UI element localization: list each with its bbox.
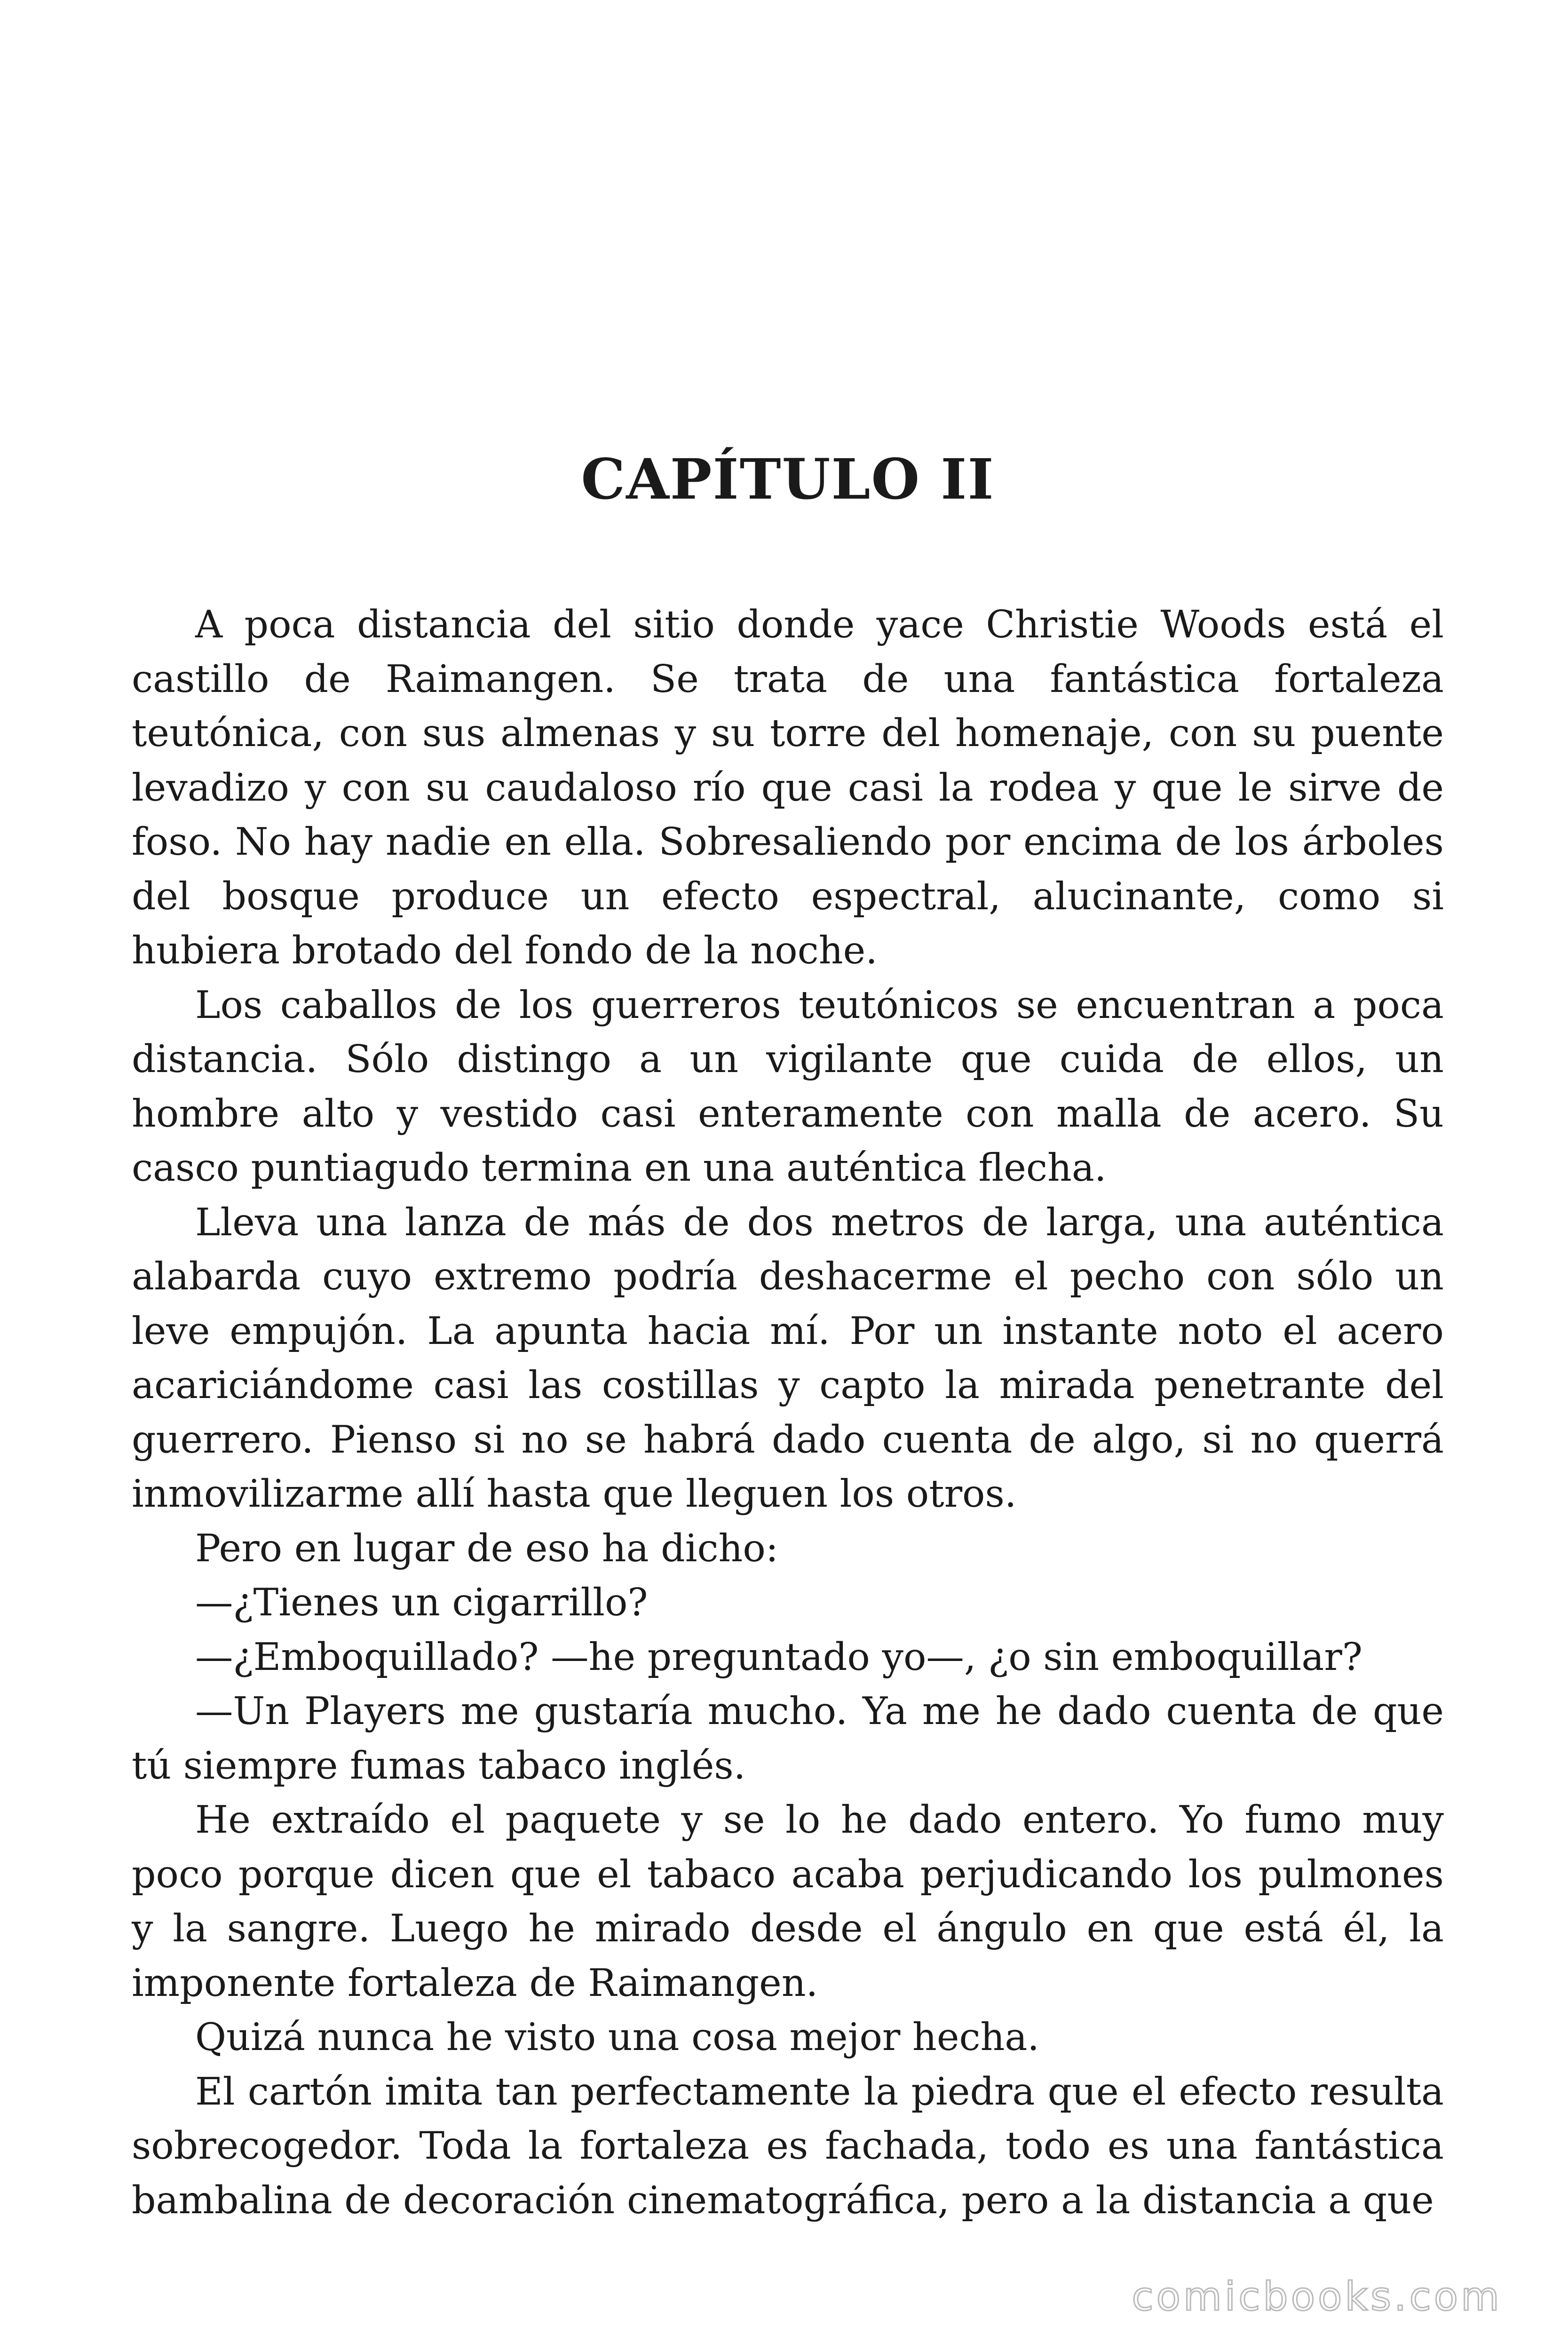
- body-text: [132, 597, 1444, 2227]
- paragraph: Lleva una lanza de más de dos metros de larga, una auténtica alabarda cuyo extremo podría deshacerme el pecho con sólo un leve empujón. La apunta hacia mí. Por un instante noto el acero acariciándome casi las costillas y capto la mirada penetrante del guerrero. Pienso si no se habrá dado cuenta de algo, si no querrá inmovilizarme allí hasta que lleguen los otros.: [132, 1200, 1444, 1516]
- dialogue-line: —¿Tienes un cigarrillo?: [195, 1580, 648, 1624]
- paragraph: He extraído el paquete y se lo he dado entero. Yo fumo muy poco porque dicen que el tabaco acaba perjudicando los pulmones y la sangre. Luego he mirado desde el ángulo en que está él, la imponente fortaleza de Raimangen.: [132, 1797, 1444, 2005]
- paragraph: El cartón imita tan perfectamente la piedra que el efecto resulta sobrecogedor. Toda la fortaleza es fachada, todo es una fantástica bambalina de decoración cinematográfica, pero a la distancia a que: [132, 2069, 1444, 2222]
- paragraph: Los caballos de los guerreros teutónicos se encuentran a poca distancia. Sólo distingo a un vigilante que cuida de ellos, un hombre alto y vestido casi enteramente con malla de acero. Su casco puntiagudo termina en una auténtica flecha.: [132, 982, 1444, 1190]
- dialogue-line: —Un Players me gustaría mucho. Ya me he dado cuenta de que tú siempre fumas tabaco inglés.: [132, 1689, 1444, 1788]
- paragraph: Pero en lugar de eso ha dicho:: [195, 1526, 778, 1570]
- book-page: [132, 0, 1444, 2352]
- chapter-title: CAPÍTULO II: [581, 446, 995, 512]
- paragraph: Quizá nunca he visto una cosa mejor hecha.: [195, 2015, 1039, 2059]
- paragraph: A poca distancia del sitio donde yace Christie Woods está el castillo de Raimangen. Se trata de una fantástica fortaleza teutónica, con sus almenas y su torre del homenaje, con su puente levadizo y con su caudaloso río que casi la rodea y que le sirve de foso. No hay nadie en ella. Sobresaliendo por encima de los árboles del bosque produce un efecto espectral, alucinante, como si hubiera brotado del fondo de la noche.: [132, 602, 1444, 972]
- dialogue-line: —¿Emboquillado? —he preguntado yo—, ¿o sin emboquillar?: [195, 1634, 1363, 1679]
- watermark: comicbooks.com: [1132, 2273, 1502, 2320]
